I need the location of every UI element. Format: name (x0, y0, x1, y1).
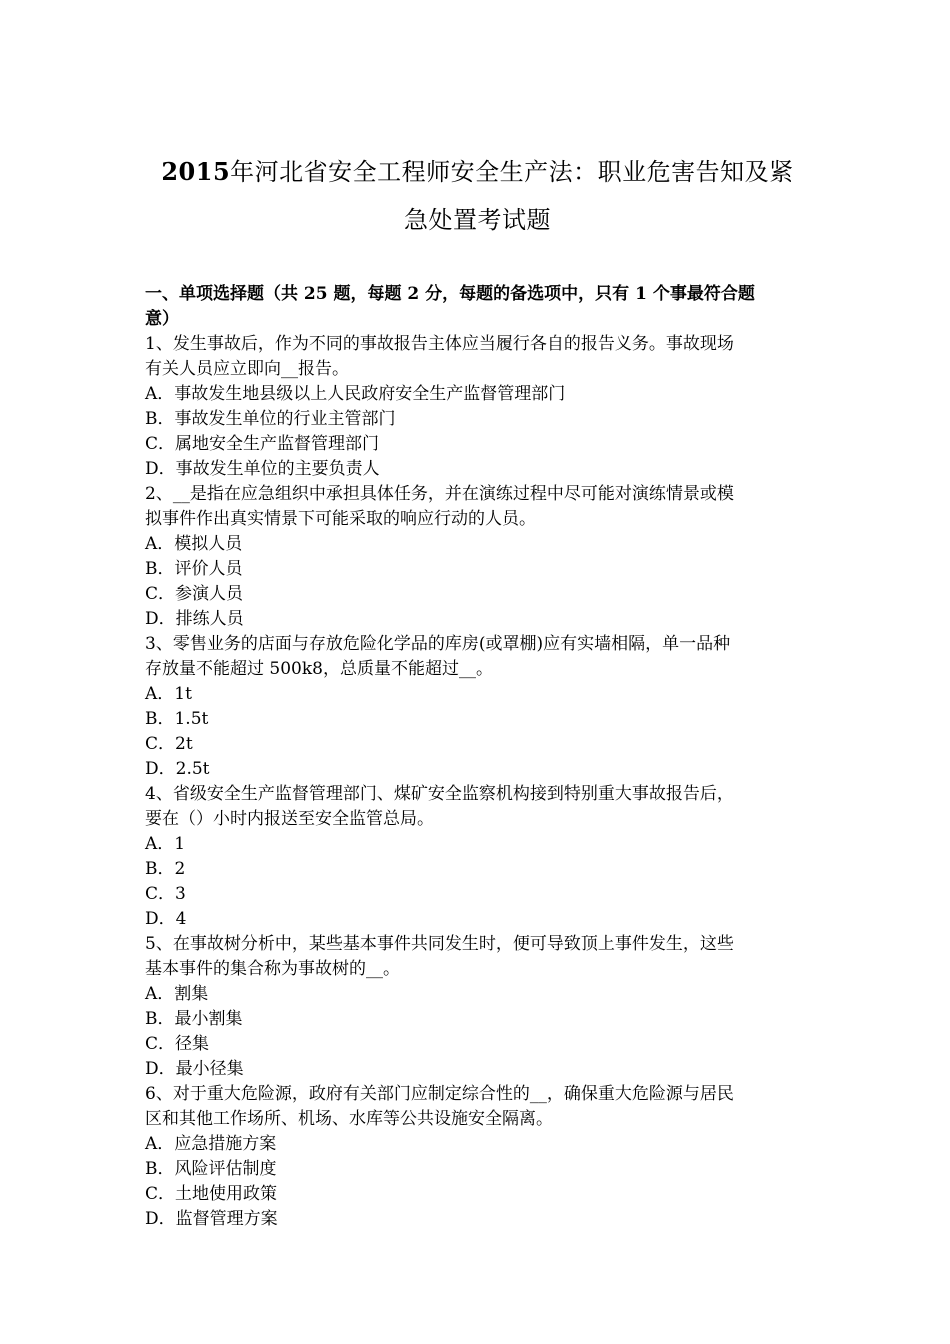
option-b: B．事故发生单位的行业主管部门 (145, 409, 396, 429)
question-text: 区和其他工作场所、机场、水库等公共设施安全隔离。 (145, 1109, 553, 1129)
option-c: C．3 (145, 884, 186, 904)
option-c: C．属地安全生产监督管理部门 (145, 434, 380, 454)
option-b: B．1.5t (145, 709, 209, 729)
option-d: D．事故发生单位的主要负责人 (145, 459, 380, 479)
option-d: D．最小径集 (145, 1059, 244, 1079)
question-text: 有关人员应立即向__报告。 (145, 359, 349, 379)
question-text: 1、发生事故后，作为不同的事故报告主体应当履行各自的报告义务。事故现场 (145, 334, 734, 354)
section-heading (145, 282, 810, 332)
option-d: D．监督管理方案 (145, 1209, 278, 1229)
question-list (145, 332, 810, 1232)
option-a: A．割集 (145, 984, 209, 1004)
option-a: A．事故发生地县级以上人民政府安全生产监督管理部门 (145, 384, 566, 404)
option-c: C．2t (145, 734, 193, 754)
question-text: 拟事件作出真实情景下可能采取的响应行动的人员。 (145, 509, 536, 529)
option-a: A．应急措施方案 (145, 1134, 277, 1154)
option-a: A．模拟人员 (145, 534, 243, 554)
question-1 (145, 332, 810, 482)
question-text: 6、对于重大危险源，政府有关部门应制定综合性的__，确保重大危险源与居民 (145, 1084, 734, 1104)
question-text: 基本事件的集合称为事故树的__。 (145, 959, 400, 979)
option-a: A．1t (145, 684, 192, 704)
question-text: 5、在事故树分析中，某些基本事件共同发生时，便可导致顶上事件发生，这些 (145, 934, 734, 954)
title-line-2: 急处置考试题 (404, 206, 551, 234)
document-title (145, 148, 810, 244)
document-page (145, 148, 810, 1232)
question-text: 存放量不能超过 500k8，总质量不能超过__。 (145, 659, 493, 679)
question-2 (145, 482, 810, 632)
option-b: B．评价人员 (145, 559, 243, 579)
question-5 (145, 932, 810, 1082)
option-c: C．土地使用政策 (145, 1184, 278, 1204)
title-line-1 (161, 158, 793, 186)
option-c: C．径集 (145, 1034, 210, 1054)
title-line-1-text: 年河北省安全工程师安全生产法：职业危害告知及紧 (230, 158, 794, 186)
question-text: 要在（）小时内报送至安全监管总局。 (145, 809, 434, 829)
option-d: D．排练人员 (145, 609, 244, 629)
option-d: D．4 (145, 909, 187, 929)
question-text: 3、零售业务的店面与存放危险化学品的库房(或罩棚)应有实墙相隔，单一品种 (145, 634, 731, 654)
question-6 (145, 1082, 810, 1232)
option-b: B．风险评估制度 (145, 1159, 277, 1179)
section-heading-line-1: 一、单项选择题（共 25 题，每题 2 分，每题的备选项中，只有 1 个事最符合题 (145, 284, 755, 304)
section-heading-line-2: 意） (145, 309, 179, 329)
question-text: 4、省级安全生产监督管理部门、煤矿安全监察机构接到特别重大事故报告后， (145, 784, 734, 804)
option-c: C．参演人员 (145, 584, 244, 604)
title-year: 2015 (161, 157, 231, 186)
question-text: 2、__是指在应急组织中承担具体任务，并在演练过程中尽可能对演练情景或模 (145, 484, 734, 504)
question-3 (145, 632, 810, 782)
option-b: B．最小割集 (145, 1009, 243, 1029)
option-a: A．1 (145, 834, 186, 854)
option-b: B．2 (145, 859, 186, 879)
option-d: D．2.5t (145, 759, 210, 779)
question-4 (145, 782, 810, 932)
